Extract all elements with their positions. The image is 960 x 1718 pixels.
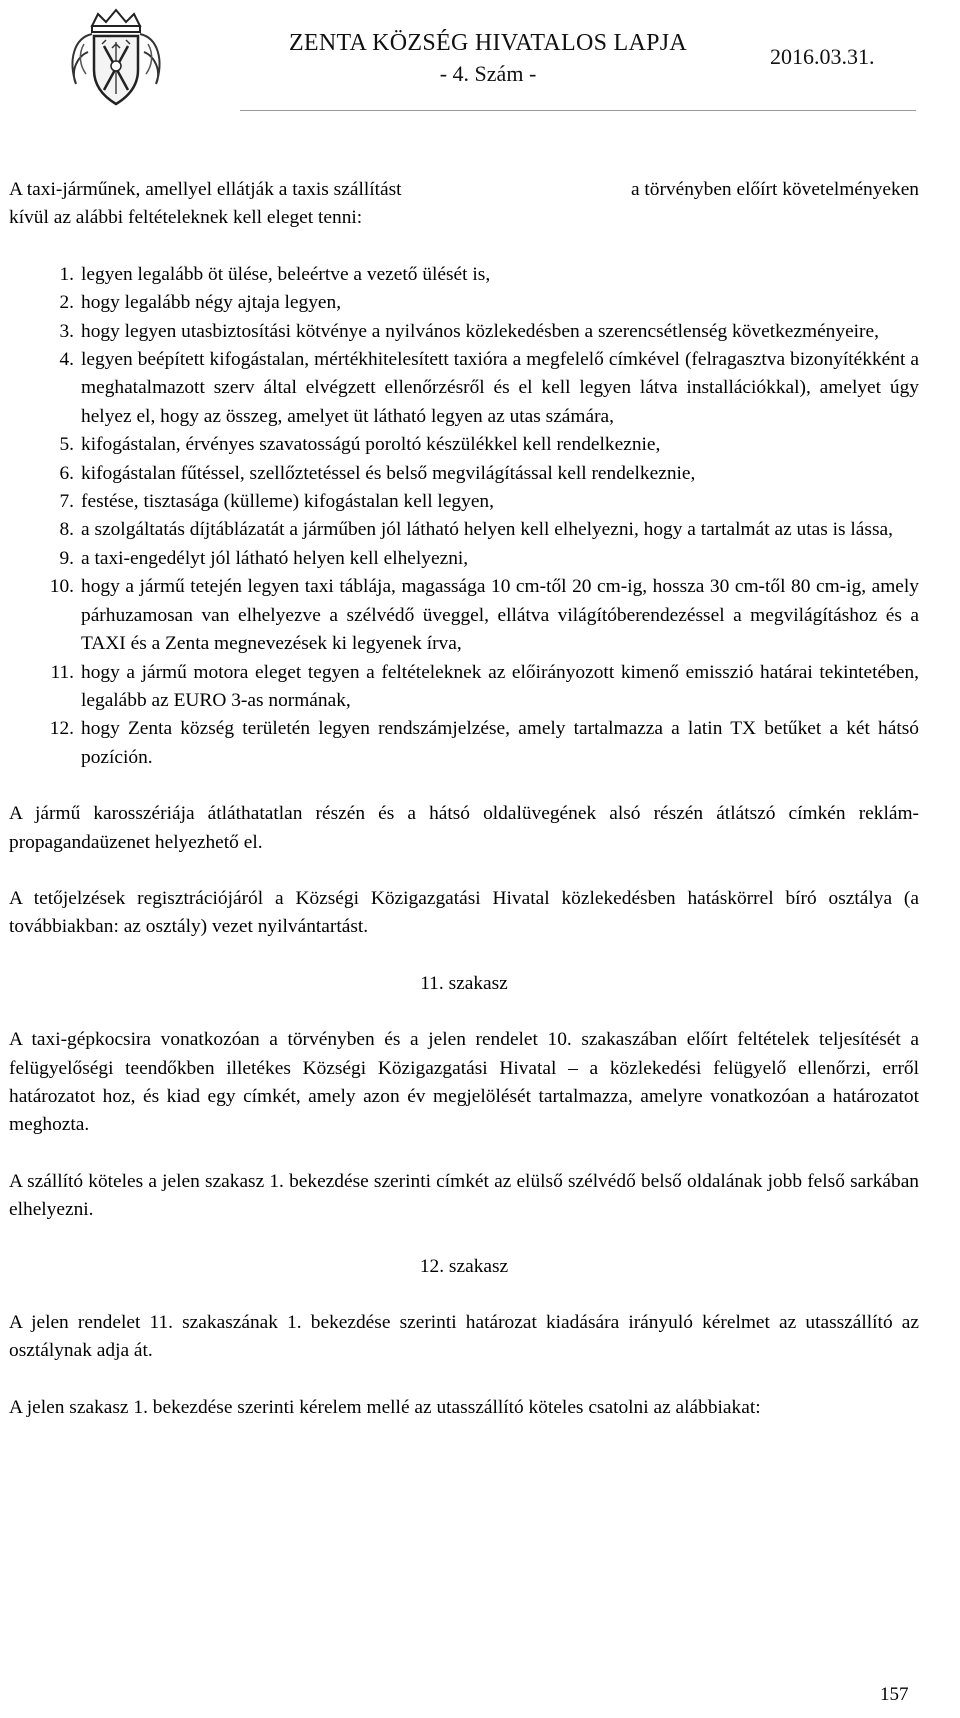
requirement-text: a taxi-engedélyt jól látható helyen kell elhelyezni, — [81, 547, 469, 569]
requirement-number: 4. — [59, 349, 74, 371]
requirement-text: hogy a jármű motora eleget tegyen a feltételeknek az előirányozott kimenő emisszió határai tekintetében, legalább az EURO 3-as normának, — [81, 661, 919, 711]
requirement-text: legyen legalább öt ülése, beleértve a vezető ülését is, — [81, 263, 491, 285]
requirement-text: kifogástalan fűtéssel, szellőztetéssel és belső megvilágítással kell rendelkeznie, — [81, 462, 696, 484]
requirement-item — [9, 488, 919, 516]
requirement-item — [9, 346, 919, 431]
requirement-item — [9, 431, 919, 459]
requirement-number: 11. — [50, 661, 74, 683]
requirement-text: kifogástalan, érvényes szavatosságú poroltó készülékkel kell rendelkeznie, — [81, 434, 661, 456]
intro-line-1-left: A taxi-járműnek, amellyel ellátják a taxis szállítást — [9, 179, 402, 200]
requirement-number: 9. — [59, 547, 74, 569]
requirement-item — [9, 289, 919, 317]
requirement-item — [9, 545, 919, 573]
requirement-item — [9, 659, 919, 716]
issue-number: - 4. Szám - — [439, 61, 537, 86]
intro-line-1 — [9, 176, 919, 204]
requirement-text: festése, tisztasága (külleme) kifogástalan kell legyen, — [81, 491, 494, 513]
intro-line-2: kívül az alábbi feltételeknek kell eleget tenni: — [9, 207, 363, 229]
requirement-item — [9, 460, 919, 488]
requirement-item — [9, 318, 919, 346]
requirements-list — [9, 261, 919, 772]
requirement-number: 2. — [59, 292, 74, 314]
requirement-number: 7. — [59, 491, 74, 513]
requirement-number: 6. — [59, 462, 74, 484]
section-heading-12: 12. szakasz — [419, 1255, 509, 1277]
intro-line-1-right: a törvényben előírt követelményeken — [630, 179, 919, 200]
requirement-text: legyen beépített kifogástalan, mértékhitelesített taxióra a megfelelő címkével (felragasztva bizonyítékként a meghatalmazott szerv által elvégzett ellenőrzésről és el kell legyen látva installációkkal), amelyet úgy helyez el, hogy az összeg, amelyet üt látható legyen az utas számára, — [81, 349, 919, 427]
paragraph-label-placement: A szállító köteles a jelen szakasz 1. bekezdése szerinti címkét az elülső szélvédő belső oldalának jobb felső sarkában elhelyezni. — [9, 1170, 919, 1221]
requirement-item — [9, 573, 919, 658]
intro-paragraph — [9, 176, 919, 233]
requirement-text: hogy a jármű tetején legyen taxi táblája, magassága 10 cm-től 20 cm-ig, hossza 30 cm-től 80 cm-ig, amely párhuzamosan van elhelyezve a szélvédő üveggel, ellátva világítóberendezéssel a megvilágításhoz és a TAXI és a Zenta megnevezések ki legyenek írva, — [81, 576, 919, 655]
publication-title: ZENTA KÖZSÉG HIVATALOS LAPJA — [288, 30, 688, 56]
publication-date: 2016.03.31. — [770, 44, 875, 69]
header-divider — [240, 110, 916, 111]
paragraph-inspection: A taxi-gépkocsira vonatkozóan a törvényben és a jelen rendelet 10. szakaszában előírt feltételek teljesítését a felügyelőségi teendőkben illetékes Községi Közigazgatási Hivatal – a közlekedési felügyelő ellenőrzi, erről határozatot hoz, és kiad egy címkét, amely azon év megjelölését tartalmazza, amelyre vonatkozóan a határozatot meghozta. — [9, 1029, 919, 1136]
coat-of-arms-icon — [62, 4, 170, 112]
requirement-text: hogy legalább négy ajtaja legyen, — [81, 292, 342, 314]
page-header — [0, 0, 960, 118]
requirement-text: hogy legyen utasbiztosítási kötvénye a nyilvános közlekedésben a szerencsétlenség következményeire, — [81, 320, 879, 342]
paragraph-attachments: A jelen szakasz 1. bekezdése szerinti kérelem mellé az utasszállító köteles csatolni az alábbiakat: — [9, 1396, 761, 1418]
paragraph-request-submission: A jelen rendelet 11. szakaszának 1. bekezdése szerinti határozat kiadására irányuló kérelmet az utasszállító az osztálynak adja át. — [9, 1312, 919, 1362]
requirement-number: 8. — [59, 519, 74, 541]
document-body — [9, 176, 919, 1450]
requirement-item — [9, 261, 919, 289]
requirement-item — [9, 715, 919, 772]
requirement-number: 12. — [49, 718, 74, 740]
requirement-number: 3. — [59, 320, 74, 342]
requirement-item — [9, 516, 919, 544]
requirement-number: 10. — [49, 576, 74, 598]
requirement-number: 1. — [59, 263, 74, 285]
page-number: 157 — [880, 1684, 909, 1705]
section-heading-11: 11. szakasz — [420, 972, 508, 994]
paragraph-bodywork-ads: A jármű karosszériája átláthatatlan részén és a hátsó oldalüvegének alsó részén átlátszó címkén reklám-propagandaüzenet helyezhető el. — [9, 803, 919, 853]
requirement-number: 5. — [59, 434, 74, 456]
requirement-text: a szolgáltatás díjtáblázatát a járműben jól látható helyen kell elhelyezni, hogy a tartalmát az utas is lássa, — [81, 519, 893, 541]
paragraph-registry: A tetőjelzések regisztrációjáról a Községi Közigazgatási Hivatal közlekedésben hatáskörrel bíró osztálya (a továbbiakban: az osztály) vezet nyilvántartást. — [9, 887, 919, 938]
requirement-text: hogy Zenta község területén legyen rendszámjelzése, amely tartalmazza a latin TX betűket a két hátsó pozíción. — [81, 718, 919, 768]
